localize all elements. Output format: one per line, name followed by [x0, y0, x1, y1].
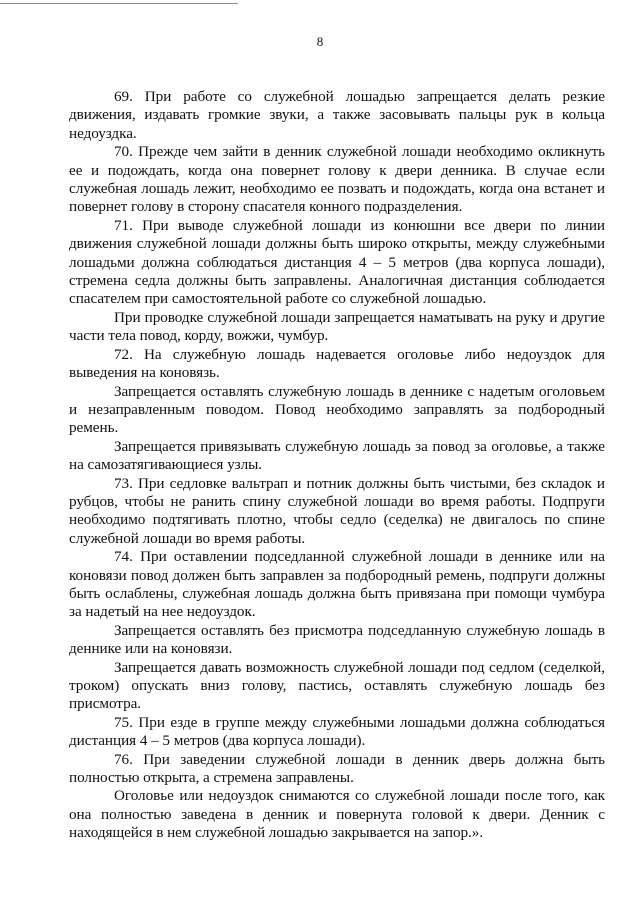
paragraph-71: 71. При выводе служебной лошади из конюшни все двери по линии движения служебной лошади должны быть широко открыты, между служебными лошадьми должна соблюдаться дистанция 4 – 5 метров (два корпуса лошади), стремена седла должны быть заправлены. Аналогичная дистанция соблюдается спасателем при самостоятельной работе со служебной лошадью.: [69, 216, 605, 308]
paragraph-70: 70. Прежде чем зайти в денник служебной лошади необходимо окликнуть ее и подождать, когда она повернет голову к двери денника. В случае если служебная лошадь лежит, необходимо ее позвать и подождать, когда она встанет и повернет голову в сторону спасателя конного подразделения.: [69, 143, 605, 216]
paragraph-74-prohibition-2: Запрещается давать возможность служебной лошади под седлом (седелкой, троком) опускать вниз голову, пастись, оставлять служебную лошадь без присмотра.: [69, 658, 605, 713]
paragraph-72: 72. На служебную лошадь надевается оголовье либо недоуздок для выведения на коновязь.: [69, 345, 605, 382]
paragraph-76-closing: Оголовье или недоуздок снимаются со служебной лошади после того, как она полностью заведена в денник и повернута головой к двери. Денник с находящейся в нем служебной лошадью закрывается на запор.».: [69, 787, 605, 842]
paragraph-74-prohibition-1: Запрещается оставлять без присмотра подседланную служебную лошадь в деннике или на коновязи.: [69, 621, 605, 658]
header-rule: [0, 3, 238, 4]
paragraph-76: 76. При заведении служебной лошади в денник дверь должна быть полностью открыта, а стремена заправлены.: [69, 750, 605, 787]
paragraph-72-prohibition-2: Запрещается привязывать служебную лошадь за повод за оголовье, а также на самозатягивающиеся узлы.: [69, 437, 605, 474]
page-number: 8: [316, 34, 324, 49]
paragraph-71-leading-rule: При проводке служебной лошади запрещается наматывать на руку и другие части тела повод, корду, вожжи, чумбур.: [69, 308, 605, 345]
paragraph-69: 69. При работе со служебной лошадью запрещается делать резкие движения, издавать громкие звуки, а также засовывать пальцы рук в кольца недоуздка.: [69, 88, 605, 142]
paragraph-72-prohibition-1: Запрещается оставлять служебную лошадь в деннике с надетым оголовьем и незаправленным поводом. Повод необходимо заправлять за подбородный ремень.: [69, 382, 605, 437]
paragraph-73: 73. При седловке вальтрап и потник должны быть чистыми, без складок и рубцов, чтобы не ранить спину служебной лошади во время работы. Подпруги необходимо подтягивать плотно, чтобы седло (седелка) не двигалось по спине служебной лошади во время работы.: [69, 474, 605, 547]
paragraph-74: 74. При оставлении подседланной служебной лошади в деннике или на коновязи повод должен быть заправлен за подбородный ремень, подпруги должны быть ослаблены, служебная лошадь должна быть привязана при помощи чумбура за надетый на нее недоуздок.: [69, 548, 605, 621]
document-body: [69, 88, 605, 843]
paragraph-75: 75. При езде в группе между служебными лошадьми должна соблюдаться дистанция 4 – 5 метров (два корпуса лошади).: [69, 713, 605, 750]
